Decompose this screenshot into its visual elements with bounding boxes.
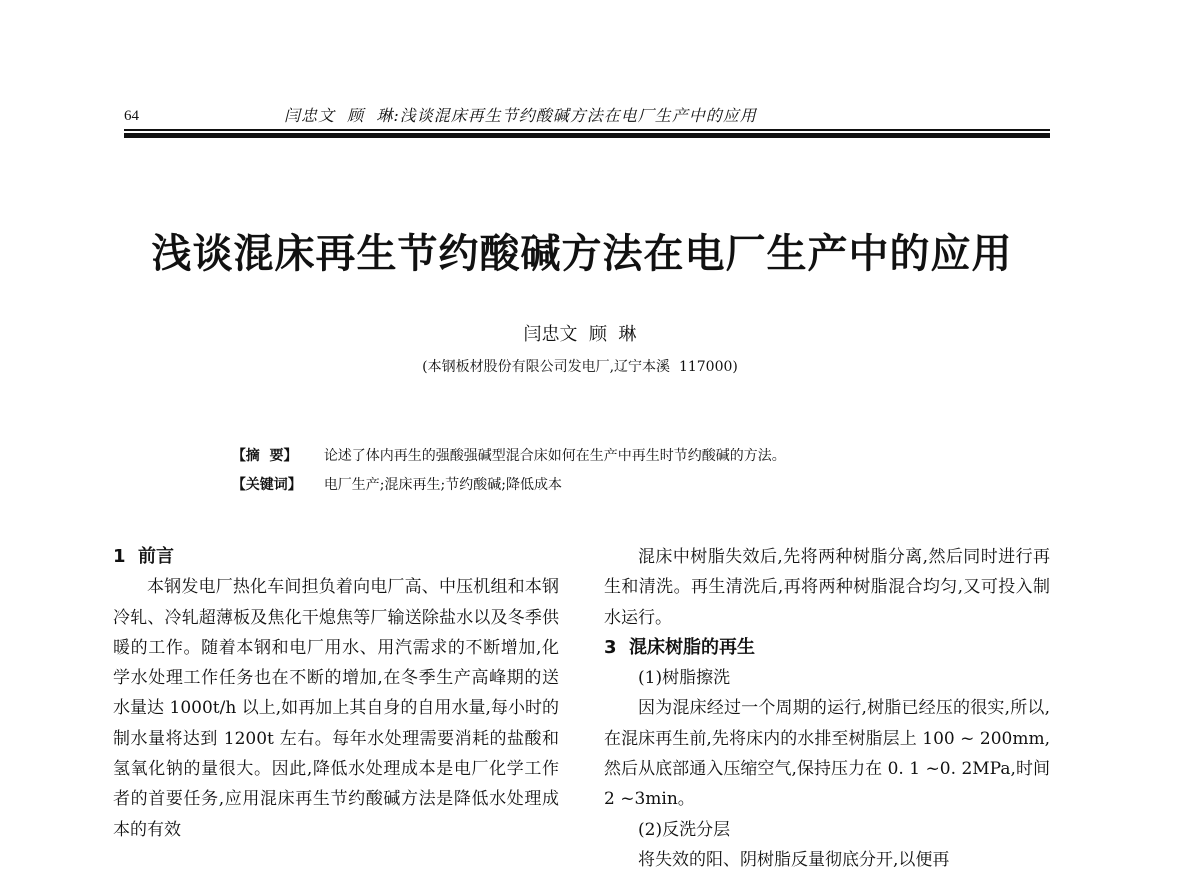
page-number: 64: [124, 108, 139, 124]
intro-paragraph: 混床中树脂失效后,先将两种树脂分离,然后同时进行再生和清洗。再生清洗后,再将两种树脂混合均匀,又可投入制水运行。: [604, 547, 1050, 628]
abstract-label: 【摘 要】: [231, 448, 298, 464]
keywords: [214, 449, 562, 521]
backwash-paragraph: 将失效的阳、阴树脂反量彻底分开,以便再: [638, 849, 950, 870]
article-affiliation: (本钢板材股份有限公司发电厂,辽宁本溪 117000): [422, 359, 738, 375]
running-title: 闫忠文 顾 琳:浅谈混床再生节约酸碱方法在电厂生产中的应用: [284, 106, 757, 125]
header-rule-thin: [124, 129, 1050, 131]
section-heading-1: 1 前言: [113, 546, 175, 567]
subheading-backwash: (2)反洗分层: [638, 819, 731, 840]
keywords-label: 【关键词】: [231, 477, 302, 493]
running-header: [124, 104, 1050, 128]
right-column: [604, 542, 1050, 875]
header-rule-thick: [124, 133, 1050, 138]
section-1-paragraph: 本钢发电厂热化车间担负着向电厂高、中压机组和本钢冷轧、冷轧超薄板及焦化干熄焦等厂输送除盐水以及冬季供暖的工作。随着本钢和电厂用水、用汽需求的不断增加,化学水处理工作任务也在不断的增加,在冬季生产高峰期的送水量达 1000t/h 以上,如再加上其自身的自用水量,每小时的制水量将达到 1200t 左右。每年水处理需要消耗的盐酸和氢氧化钠的量很大。因此,降低水处理成本是电厂化学工作者的首要任务,应用混床再生节约酸碱方法是降低水处理成本的有效: [113, 577, 559, 840]
left-column: [113, 542, 559, 845]
keywords-text: 电厂生产;混床再生;节约酸碱;降低成本: [323, 477, 562, 493]
resin-scrub-paragraph: 因为混床经过一个周期的运行,树脂已经压的很实,所以,在混床再生前,先将床内的水排至树脂层上 100 ~ 200mm,然后从底部通入压缩空气,保持压力在 0. 1 ~0. 2MPa,时间 2 ~3min。: [604, 698, 1050, 810]
subheading-resin-scrub: (1)树脂擦洗: [638, 668, 731, 689]
abstract-text: 论述了体内再生的强酸强碱型混合床如何在生产中再生时节约酸碱的方法。: [323, 448, 786, 464]
article-authors: 闫忠文 顾 琳: [523, 324, 637, 345]
section-heading-3: 3 混床树脂的再生: [604, 636, 756, 658]
article-title: 浅谈混床再生节约酸碱方法在电厂生产中的应用: [151, 230, 1013, 277]
